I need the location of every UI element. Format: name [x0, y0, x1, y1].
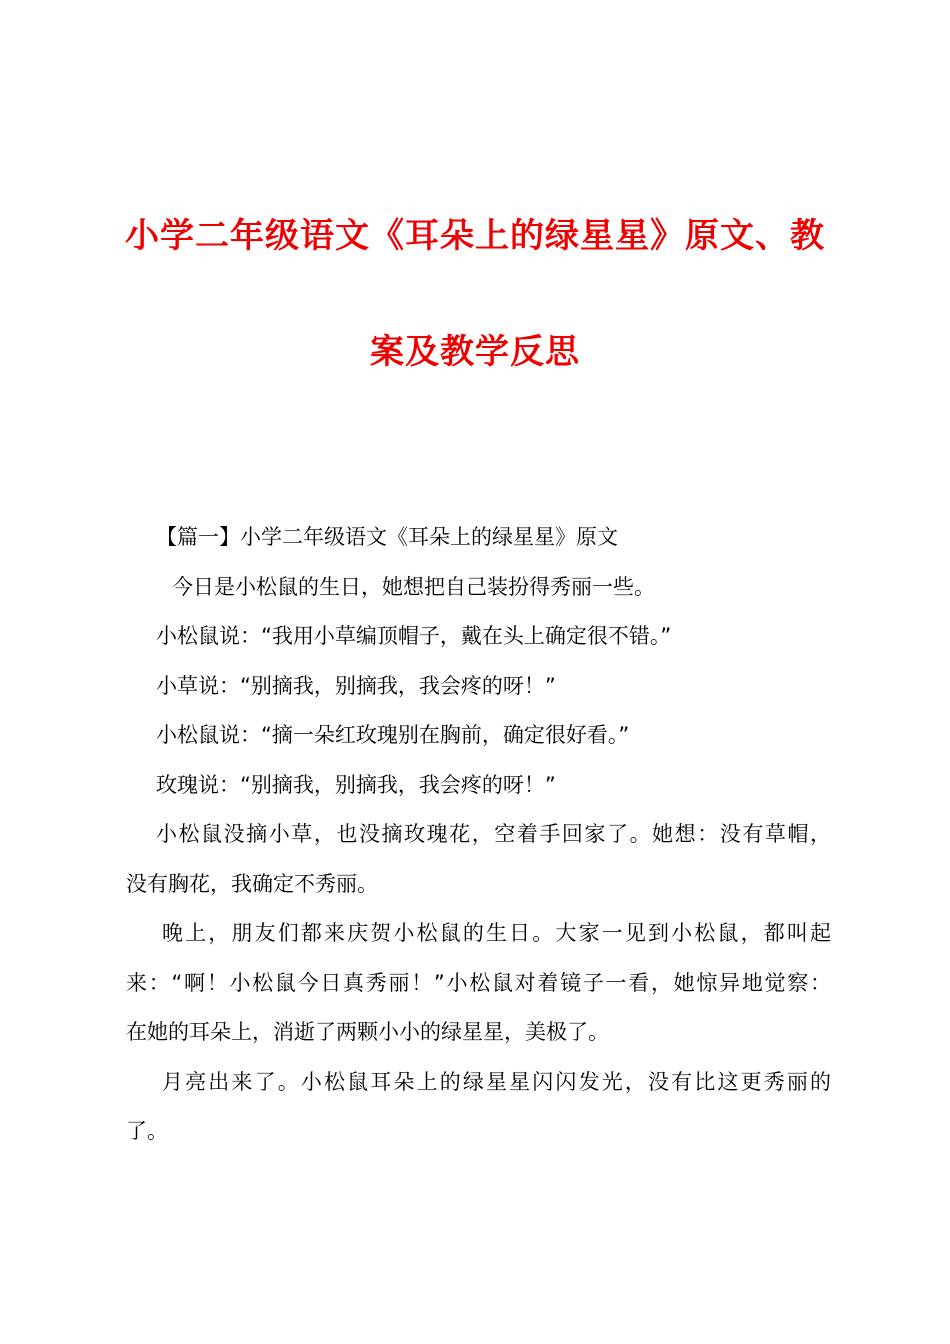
- paragraph-line: 玫瑰说：“别摘我，别摘我，我会疼的呀！”: [156, 772, 556, 797]
- document-body: [126, 513, 831, 1157]
- paragraph-line: 晚上，朋友们都来庆贺小松鼠的生日。大家一见到小松鼠，都叫起: [162, 921, 831, 945]
- paragraph-line: 小松鼠说：“我用小草编顶帽子，戴在头上确定很不错。”: [156, 624, 672, 648]
- document-title-line-1: 小学二年级语文《耳朵上的绿星星》原文、教: [125, 216, 825, 256]
- paragraph-line: 在她的耳朵上，消逝了两颗小小的绿星星，美极了。: [126, 1020, 609, 1044]
- paragraph-line: 来：“啊！小松鼠今日真秀丽！”小松鼠对着镜子一看，她惊异地觉察：: [126, 970, 831, 995]
- paragraph-line: 没有胸花，我确定不秀丽。: [126, 871, 378, 896]
- paragraph-line: 今日是小松鼠的生日，她想把自己装扮得秀丽一些。: [172, 574, 655, 599]
- document-title-line-2: 案及教学反思: [370, 332, 580, 372]
- paragraph-line: 月亮出来了。小松鼠耳朵上的绿星星闪闪发光，没有比这更秀丽的: [162, 1069, 831, 1094]
- paragraph-line: 小松鼠没摘小草，也没摘玫瑰花，空着手回家了。她想：没有草帽，: [156, 822, 831, 846]
- paragraph-line: 小松鼠说：“摘一朵红玫瑰别在胸前，确定很好看。”: [156, 723, 630, 747]
- paragraph-line: 了。: [126, 1119, 168, 1143]
- paragraph-line: 小草说：“别摘我，别摘我，我会疼的呀！”: [156, 673, 556, 698]
- section-heading: 【篇一】小学二年级语文《耳朵上的绿星星》原文: [156, 525, 618, 549]
